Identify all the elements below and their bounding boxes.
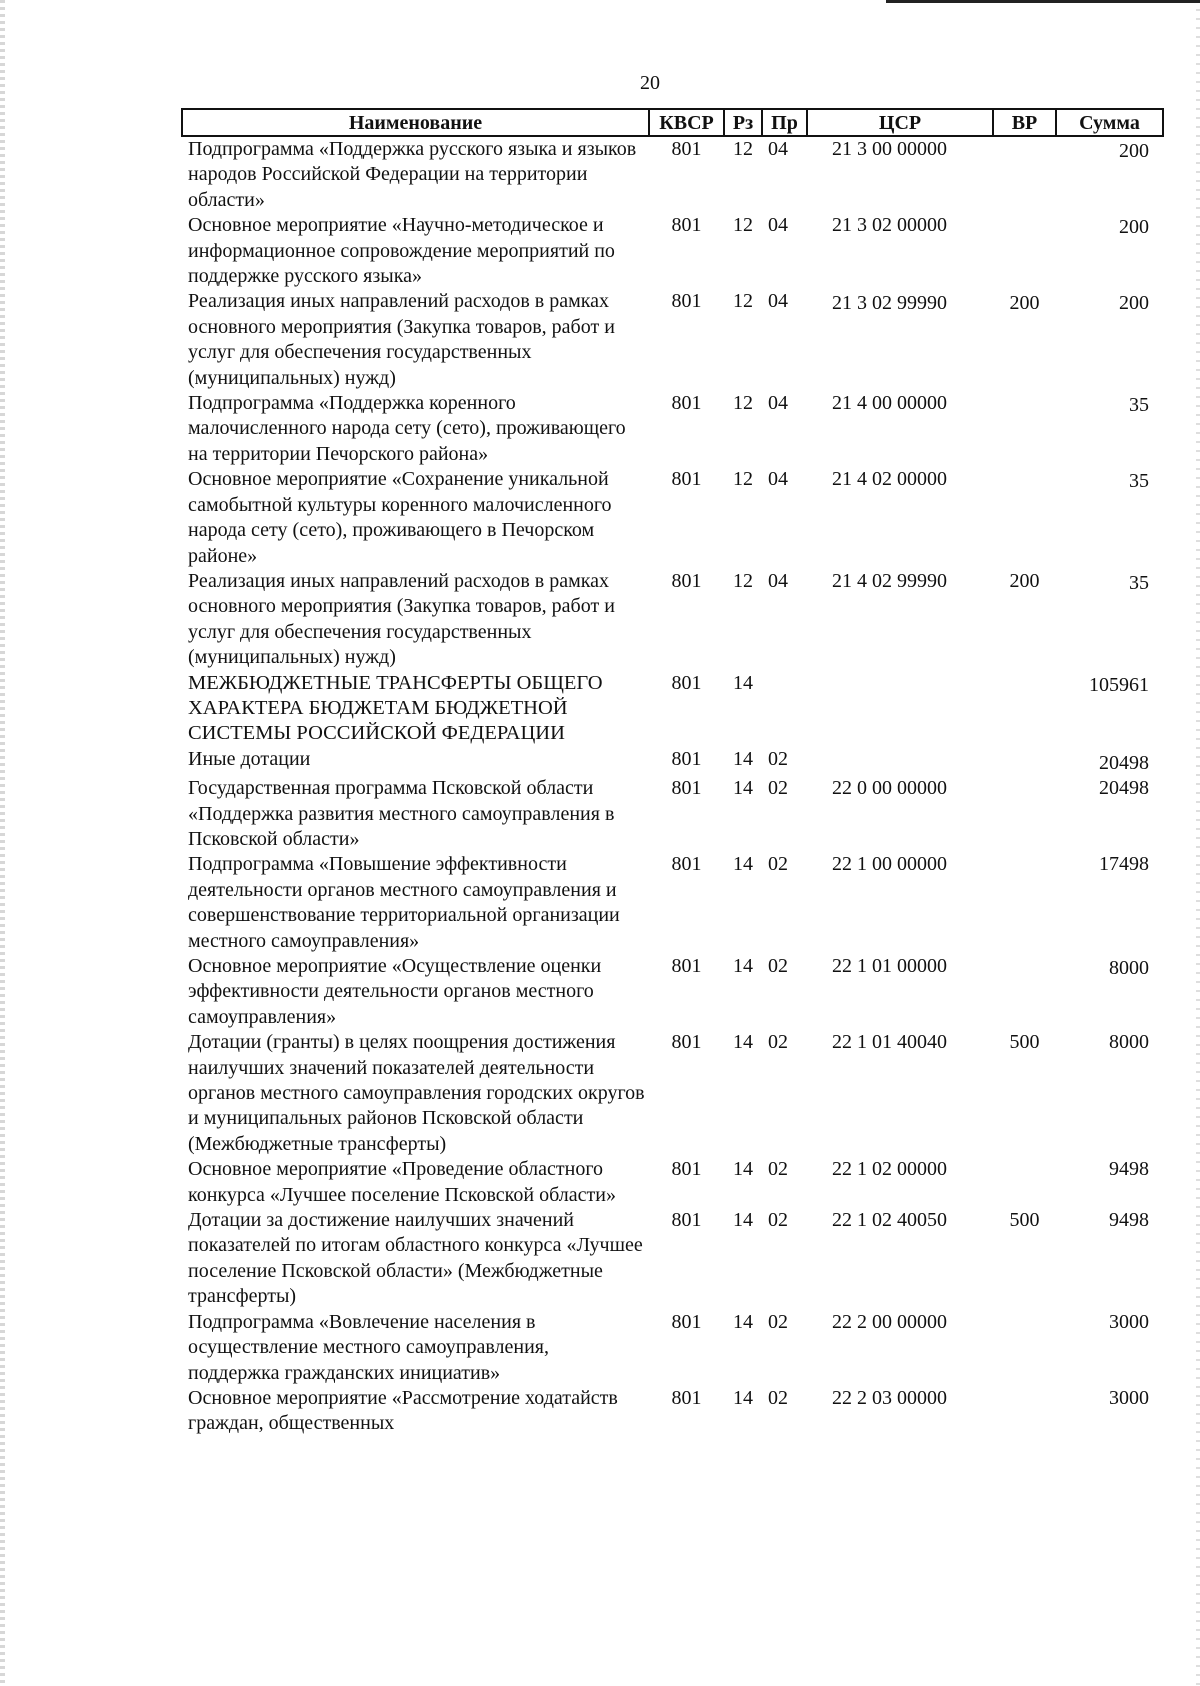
header-name: Наименование [182, 109, 649, 136]
row-kvsr: 801 [671, 1386, 702, 1409]
row-kvsr: 801 [671, 671, 702, 694]
header-rz: Рз [724, 109, 762, 136]
header-kvsr: КВСР [649, 109, 724, 136]
row-rz: 14 [733, 1031, 753, 1054]
row-kvsr: 801 [671, 1158, 702, 1181]
row-rz: 14 [733, 1386, 753, 1409]
row-sum: 9498 [1109, 1158, 1149, 1181]
row-rz: 12 [733, 569, 753, 592]
row-csr: 21 4 02 00000 [832, 468, 947, 491]
scan-edge-left [0, 0, 5, 1686]
table-row [182, 1030, 1163, 1157]
row-sum: 20498 [1099, 777, 1149, 800]
table-row [182, 1208, 1163, 1310]
table-row [182, 136, 1163, 213]
row-rz: 14 [733, 955, 753, 977]
table-row [182, 467, 1163, 569]
row-csr: 21 3 02 00000 [832, 214, 947, 237]
row-rz: 14 [733, 1310, 753, 1333]
row-sum: 8000 [1109, 1031, 1149, 1054]
row-csr: 22 1 02 40050 [832, 1209, 947, 1232]
row-vr [993, 852, 1056, 954]
row-csr: 22 2 00 00000 [832, 1310, 947, 1333]
row-vr [993, 776, 1056, 852]
scan-top-line [886, 0, 1200, 3]
row-vr [993, 467, 1056, 569]
row-rz: 12 [733, 392, 753, 415]
table-row [182, 213, 1163, 289]
row-csr: 21 3 00 00000 [832, 138, 947, 160]
row-name: Подпрограмма «Вовлечение населения в осуществление местного самоуправления, поддержка гражданских инициатив» [188, 1310, 549, 1384]
row-kvsr: 801 [671, 392, 702, 415]
row-vr [993, 391, 1056, 467]
table-row [182, 1386, 1163, 1437]
row-pr: 04 [768, 392, 788, 415]
table-row [182, 671, 1163, 747]
row-pr: 04 [768, 569, 788, 592]
row-pr: 02 [768, 955, 788, 977]
row-name: Реализация иных направлений расходов в рамках основного мероприятия (Закупка товаров, работ и услуг для обеспечения государственных (муниципальных) нужд) [188, 290, 615, 389]
row-sum: 17498 [1099, 853, 1149, 876]
row-vr [993, 136, 1056, 213]
row-rz: 14 [733, 1209, 753, 1232]
row-rz: 12 [733, 138, 753, 160]
row-sum: 200 [1119, 216, 1149, 239]
row-csr: 22 1 01 40040 [832, 1031, 947, 1054]
row-kvsr: 801 [671, 1031, 702, 1054]
row-vr [993, 1310, 1056, 1386]
table-row [182, 1310, 1163, 1386]
row-name: Реализация иных направлений расходов в рамках основного мероприятия (Закупка товаров, работ и услуг для обеспечения государственных (муниципальных) нужд) [188, 569, 615, 669]
row-name: Основное мероприятие «Научно-методическое и информационное сопровождение мероприятий по поддержке русского языка» [188, 214, 615, 288]
row-name: Иные дотации [188, 747, 311, 770]
row-pr: 04 [768, 468, 788, 491]
row-name: Основное мероприятие «Сохранение уникальной самобытной культуры коренного малочисленного народа сету (сето), проживающего в Печорском районе» [188, 468, 612, 567]
header-sum: Сумма [1056, 109, 1163, 136]
row-vr: 200 [1009, 569, 1040, 592]
header-pr: Пр [762, 109, 807, 136]
row-name: Государственная программа Псковской области «Поддержка развития местного самоуправления в Псковской области» [188, 777, 615, 850]
table-row [182, 954, 1163, 1030]
row-kvsr: 801 [671, 468, 702, 491]
row-sum: 200 [1119, 140, 1149, 162]
row-kvsr: 801 [671, 955, 702, 977]
table-row [182, 776, 1163, 852]
row-vr [993, 671, 1056, 747]
row-rz: 12 [733, 290, 753, 313]
row-pr: 02 [768, 1031, 788, 1054]
row-sum: 20498 [1099, 751, 1149, 774]
row-vr [993, 954, 1056, 1030]
row-name: Основное мероприятие «Рассмотрение ходатайств граждан, общественных [188, 1386, 618, 1435]
row-sum: 35 [1129, 571, 1149, 594]
row-kvsr: 801 [671, 1310, 702, 1333]
row-rz: 14 [733, 853, 753, 876]
row-kvsr: 801 [671, 214, 702, 237]
row-csr: 22 1 02 00000 [832, 1158, 947, 1181]
row-sum: 9498 [1109, 1209, 1149, 1232]
row-name: Основное мероприятие «Осуществление оценки эффективности деятельности органов местного самоуправления» [188, 955, 602, 1028]
row-pr: 02 [768, 1158, 788, 1181]
table-header-row [182, 109, 1163, 136]
row-pr: 04 [768, 214, 788, 237]
row-pr: 04 [768, 290, 788, 313]
row-kvsr: 801 [671, 569, 702, 592]
row-name: Подпрограмма «Поддержка русского языка и языков народов Российской Федерации на территории области» [188, 138, 637, 211]
row-name: МЕЖБЮДЖЕТНЫЕ ТРАНСФЕРТЫ ОБЩЕГО ХАРАКТЕРА БЮДЖЕТАМ БЮДЖЕТНОЙ СИСТЕМЫ РОССИЙСКОЙ ФЕДЕРАЦИИ [188, 671, 603, 745]
row-vr: 500 [1009, 1209, 1040, 1232]
row-sum: 8000 [1109, 957, 1149, 979]
row-pr: 02 [768, 747, 788, 770]
row-kvsr: 801 [671, 1209, 702, 1232]
row-sum: 3000 [1109, 1386, 1149, 1409]
row-pr: 02 [768, 777, 788, 800]
row-kvsr: 801 [671, 853, 702, 876]
row-vr [993, 1386, 1056, 1437]
row-kvsr: 801 [671, 747, 702, 770]
row-csr: 22 0 00 00000 [832, 777, 947, 800]
row-vr [993, 1157, 1056, 1208]
row-csr: 21 3 02 99990 [832, 292, 947, 315]
row-kvsr: 801 [671, 138, 702, 160]
row-name: Подпрограмма «Поддержка коренного малочисленного народа сету (сето), проживающего на территории Печорского района» [188, 392, 626, 465]
header-csr: ЦСР [807, 109, 993, 136]
row-name: Подпрограмма «Повышение эффективности деятельности органов местного самоуправления и совершенствование территориальной организации местного самоуправления» [188, 853, 620, 952]
row-vr: 500 [1009, 1031, 1040, 1054]
row-sum: 105961 [1089, 673, 1149, 696]
row-rz: 12 [733, 214, 753, 237]
row-sum: 3000 [1109, 1310, 1149, 1333]
row-name: Дотации (гранты) в целях поощрения достижения наилучших значений показателей деятельности органов местного самоуправления городских округов и муниципальных районов Псковской области (Межбюджетные трансферты) [188, 1031, 645, 1155]
scan-edge-right [1196, 0, 1200, 1686]
table-row [182, 569, 1163, 671]
row-rz: 14 [733, 777, 753, 800]
row-vr: 200 [1009, 292, 1040, 315]
table-row [182, 289, 1163, 391]
row-sum: 35 [1129, 470, 1149, 493]
row-pr: 02 [768, 853, 788, 876]
row-name: Дотации за достижение наилучших значений показателей по итогам областного конкурса «Лучшее поселение Псковской области» (Межбюджетные трансферты) [188, 1209, 643, 1308]
row-rz: 14 [733, 671, 753, 694]
table-row [182, 747, 1163, 776]
table-row [182, 391, 1163, 467]
row-csr: 21 4 02 99990 [832, 569, 947, 592]
row-csr: 22 1 01 00000 [832, 955, 947, 977]
budget-table [181, 108, 1164, 1437]
row-pr [762, 671, 807, 747]
header-vr: ВР [993, 109, 1056, 136]
table-row [182, 852, 1163, 954]
row-name: Основное мероприятие «Проведение областного конкурса «Лучшее поселение Псковской области» [188, 1158, 616, 1206]
row-pr: 02 [768, 1209, 788, 1232]
row-pr: 02 [768, 1386, 788, 1409]
row-pr: 02 [768, 1310, 788, 1333]
table-row [182, 1157, 1163, 1208]
row-sum: 35 [1129, 394, 1149, 417]
row-csr: 21 4 00 00000 [832, 392, 947, 415]
row-vr [993, 747, 1056, 776]
row-sum: 200 [1119, 292, 1149, 315]
row-csr [807, 747, 993, 776]
row-pr: 04 [768, 138, 788, 160]
row-csr [807, 671, 993, 747]
row-vr [993, 213, 1056, 289]
row-csr: 22 1 00 00000 [832, 853, 947, 876]
row-rz: 14 [733, 1158, 753, 1181]
row-kvsr: 801 [671, 290, 702, 313]
page-number: 20 [640, 72, 660, 94]
row-rz: 14 [733, 747, 753, 770]
row-csr: 22 2 03 00000 [832, 1386, 947, 1409]
row-kvsr: 801 [671, 777, 702, 800]
row-rz: 12 [733, 468, 753, 491]
